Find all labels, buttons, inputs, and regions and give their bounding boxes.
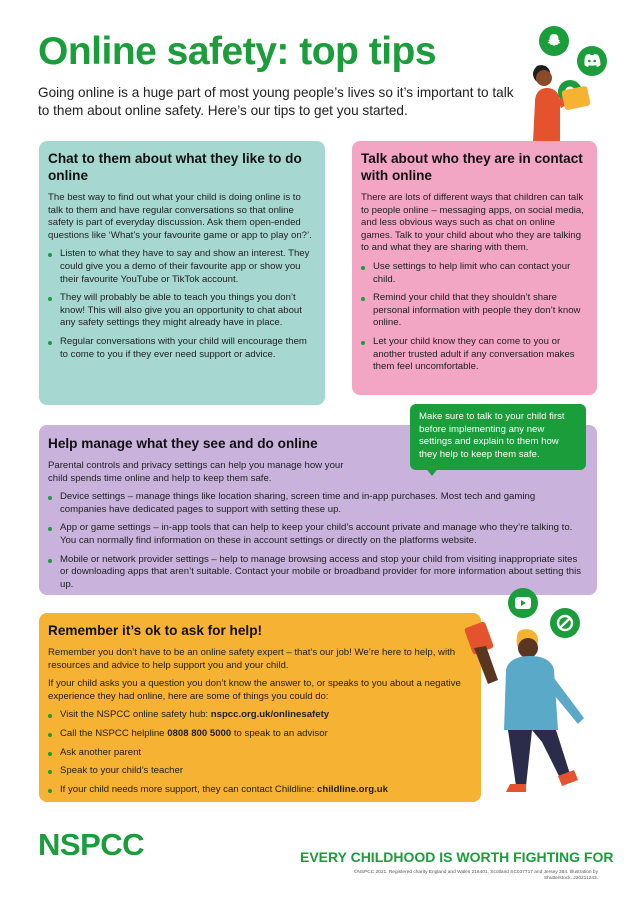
contact-card-list [361, 261, 588, 374]
ask-card-body-1: Remember you don’t have to be an online safety expert – that’s our job! We’re here to help, with resources and advice to help support you and your child. [48, 647, 456, 671]
ask-card-list [48, 709, 472, 796]
list-item: Call the NSPCC helpline 0808 800 5000 to speak to an advisor [48, 728, 472, 741]
list-item: Listen to what they have to say and show an interest. They could give you a demo of their favourite app or show you their favourite YouTube or TikTok account. [48, 248, 316, 286]
snapchat-icon [539, 26, 569, 56]
ask-card-heading: Remember it’s ok to ask for help! [48, 623, 263, 638]
ask-for-help-card [39, 613, 481, 802]
nspcc-logo: NSPCC [38, 827, 145, 862]
list-item: Device settings – manage things like location sharing, screen time and in-app purchases. Most tech and gaming companies have dedicated pages to support with setting these up. [48, 491, 584, 516]
footer-tagline: EVERY CHILDHOOD IS WORTH FIGHTING FOR [300, 849, 614, 865]
manage-card-list [48, 491, 588, 591]
list-item: Mobile or network provider settings – help to manage browsing access and stop your child from visiting inappropriate sites or downloading apps that aren’t suitable. Contact your mobile or broadband provider for more information about setting this up. [48, 554, 584, 592]
intro-text: Going online is a huge part of most young people’s lives so it’s important to talk to them about online safety. Here’s our tips to get you started. [38, 85, 514, 118]
chat-card-list [48, 248, 316, 361]
youtube-icon [508, 588, 538, 618]
manage-card-body: Parental controls and privacy settings can help you manage how your child spends time online and help to keep them safe. [48, 460, 344, 484]
ask-card-body-2: If your child asks you a question you don’t know the answer to, or speaks to you about a negative experience they had online, here are some of things you could do: [48, 678, 461, 702]
contact-tips-card [352, 141, 597, 395]
list-item: App or game settings – in-app tools that can help to keep your child’s account private and manage who they’re talking to. You can normally find information on these in account settings or directly on the platforms website. [48, 522, 584, 547]
list-item: If your child needs more support, they can contact Childline: childline.org.uk [48, 784, 472, 797]
chat-card-body: The best way to find out what your child is doing online is to talk to them and have regular conversations so that online safety is part of everyday discussion. Ask them open-ended questions like ‘What’s your favourite game or app to play on?’. [48, 192, 312, 241]
list-item: Regular conversations with your child will encourage them to come to you if they ever need support or advice. [48, 336, 316, 361]
helpline-number[interactable]: 0808 800 5000 [167, 727, 232, 739]
list-item: Ask another parent [48, 747, 472, 760]
person-with-tablet-illustration [515, 62, 595, 142]
list-item: Visit the NSPCC online safety hub: nspcc.org.uk/onlinesafety [48, 709, 472, 722]
childline-link[interactable]: childline.org.uk [317, 783, 388, 795]
chat-tips-card [39, 141, 325, 405]
person-with-phone-illustration [458, 618, 598, 798]
list-item: Speak to your child’s teacher [48, 765, 472, 778]
online-safety-hub-link[interactable]: nspcc.org.uk/onlinesafety [210, 709, 330, 721]
contact-card-body: There are lots of different ways that children can talk to people online – messaging apps, on social media, and less obvious ways such as chat on online games. Talk to your child about who they are talking to and what they are sharing with them. [361, 192, 584, 254]
list-item: They will probably be able to teach you things you don’t know! This will also give you an opportunity to chat about any safety settings they might already have in place. [48, 292, 316, 330]
list-item: Remind your child that they shouldn’t share personal information with people they don’t know online. [361, 292, 588, 330]
manage-card-heading: Help manage what they see and do online [48, 436, 318, 451]
speech-bubble-tail [424, 466, 440, 476]
tip-speech-bubble: Make sure to talk to your child first before implementing any new settings and explain to them how they help to keep them safe. [410, 404, 586, 470]
legal-text: ©NSPCC 2021. Registered charity England and Wales 216401. Scotland SC037717 and Jersey 384. Illustration by Shutterstock. J20211243. [353, 870, 598, 881]
contact-card-heading: Talk about who they are in contact with online [361, 151, 583, 183]
page-title: Online safety: top tips [38, 30, 437, 73]
list-item: Let your child know they can come to you or another trusted adult if any conversation makes them feel uncomfortable. [361, 336, 588, 374]
list-item: Use settings to help limit who can contact your child. [361, 261, 588, 286]
chat-card-heading: Chat to them about what they like to do online [48, 151, 302, 183]
